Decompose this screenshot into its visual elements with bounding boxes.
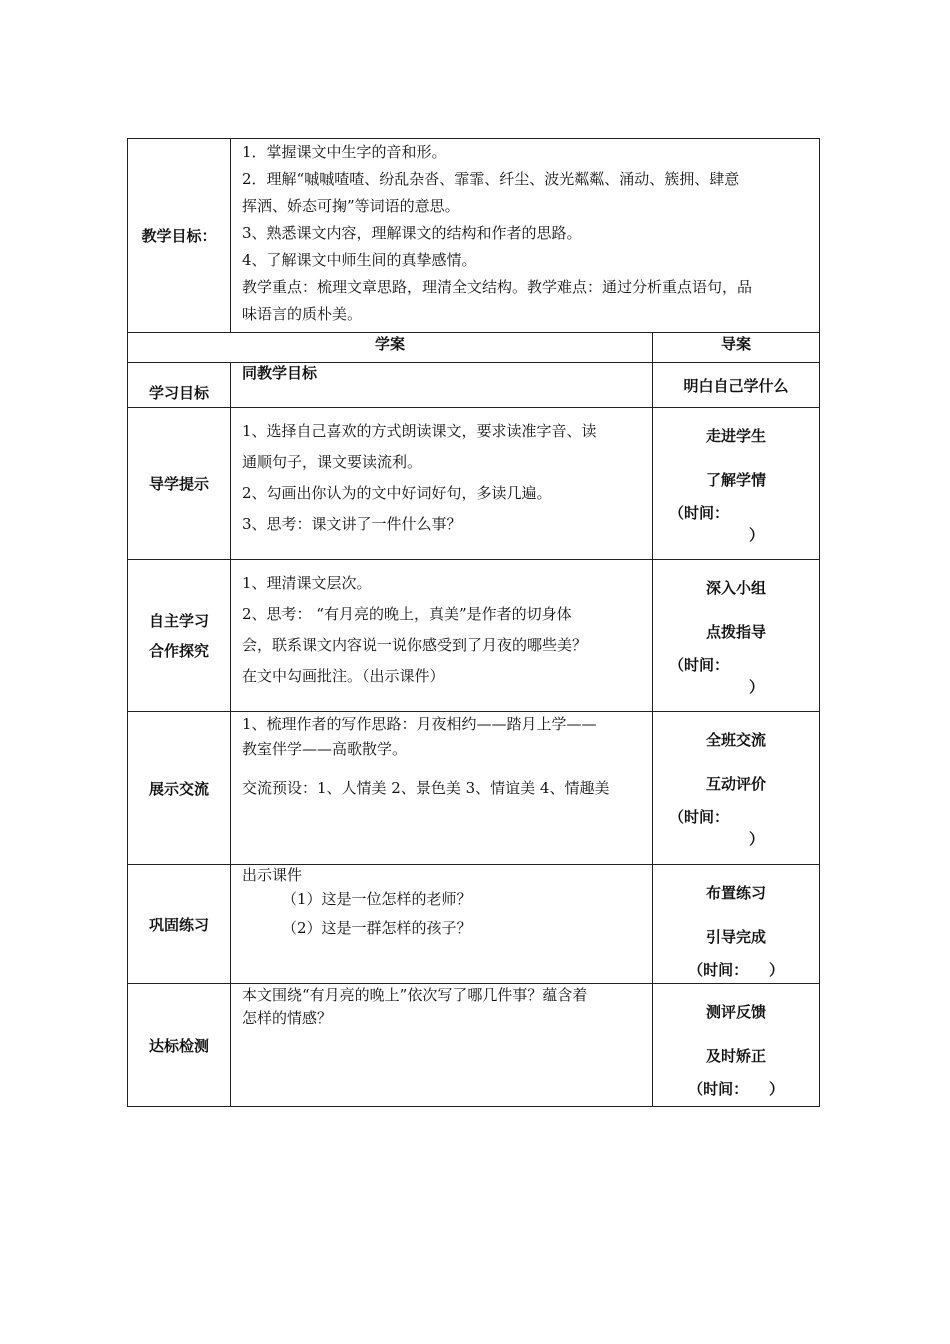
content-line: 2、思考： “有月亮的晚上，真美”是作者的切身体 [242,605,572,623]
content-line: 怎样的情感？ [242,1009,333,1027]
row-guide [653,712,820,865]
table-row [128,363,820,408]
table-row [128,560,820,712]
row-guide [653,984,820,1107]
content-line: 2、勾画出你认为的文中好词好句，多读几遍。 [242,484,552,502]
content-line: 教室伴学——高歌散学。 [242,740,408,758]
objectives-content [231,139,820,333]
content-line: 1、选择自己喜欢的方式朗读课文，要求读准字音、读 [242,422,597,440]
lesson-plan-table [127,138,820,1107]
row-guide [653,865,820,984]
guide-plan-header: 导案 [653,333,820,363]
objective-line: 味语言的质朴美。 [242,305,363,323]
content-line: 本文围绕“有月亮的晚上”依次写了哪几件事？蕴含着 [242,986,588,1004]
row-content [231,560,653,712]
content-line: （2）这是一群怎样的孩子？ [282,919,472,937]
time-close: ） [749,678,765,696]
content-line: 1、理清课文层次。 [242,574,372,592]
row-guide [653,363,820,408]
row-content [231,984,653,1107]
guide-line: 布置练习 [706,884,767,902]
time-label: （时间： [669,504,730,522]
objective-line: 教学重点：梳理文章思路，理清全文结构。教学难点：通过分析重点语句，品 [242,278,753,296]
guide-line: 点拨指导 [706,623,767,641]
time-label: （时间： [669,656,730,674]
objective-line: 3、熟悉课文内容，理解课文的结构和作者的思路。 [242,224,582,242]
row-label: 达标检测 [128,984,231,1107]
table-row [128,984,820,1107]
guide-line: 走进学生 [706,427,767,445]
guide-line: 明白自己学什么 [683,376,789,395]
content-line: 在文中勾画批注。（出示课件） [242,667,445,685]
row-content [231,712,653,865]
table-row [128,408,820,560]
content-line: 3、思考：课文讲了一件什么事？ [242,515,462,533]
objectives-row [128,139,820,333]
row-content [231,408,653,560]
guide-line: 及时矫正 [706,1047,767,1065]
content-line: 1、梳理作者的写作思路：月夜相约——踏月上学—— [242,715,597,733]
guide-line: 了解学情 [706,471,767,489]
objective-line: 1．掌握课文中生字的音和形。 [242,143,447,161]
time-close: ） [749,830,765,848]
plan-header-row [128,333,820,363]
content-line: 出示课件 [242,866,303,884]
content-line: 会，联系课文内容说一说你感受到了月夜的哪些美？ [242,636,588,654]
row-guide [653,408,820,560]
objectives-label: 教学目标： [128,139,231,333]
row-content [231,363,653,408]
content-line: 交流预设：1、人情美 2、景色美 3、情谊美 4、情趣美 [242,779,610,797]
row-guide [653,560,820,712]
row-label: 导学提示 [128,408,231,560]
row-label: 巩固练习 [128,865,231,984]
objective-line: 4、了解课文中师生间的真挚感情。 [242,251,477,269]
guide-line: 全班交流 [706,731,767,749]
objective-line: 挥洒、娇态可掬”等词语的意思。 [242,197,460,215]
table-row [128,712,820,865]
time-close: ） [749,526,765,544]
time-label: （时间： ） [688,1080,784,1098]
row-content [231,865,653,984]
time-label: （时间： [669,808,730,826]
row-label: 展示交流 [128,712,231,865]
guide-line: 互动评价 [706,775,767,793]
guide-line: 引导完成 [706,928,767,946]
row-label: 学习目标 [128,363,231,408]
row-label [128,560,231,712]
objective-line: 2．理解“嘁嘁喳喳、纷乱杂沓、霏霏、纤尘、波光粼粼、涌动、簇拥、肆意 [242,170,740,188]
table-row [128,865,820,984]
row-label-line: 自主学习 [148,611,209,630]
content-line: 同教学目标 [242,364,318,382]
content-line: 通顺句子，课文要读流利。 [242,453,423,471]
guide-line: 测评反馈 [706,1003,767,1021]
study-plan-header: 学案 [128,333,653,363]
time-label: （时间： ） [688,961,784,979]
content-line: （1）这是一位怎样的老师？ [282,890,472,908]
guide-line: 深入小组 [706,579,767,597]
row-label-line: 合作探究 [148,641,209,660]
